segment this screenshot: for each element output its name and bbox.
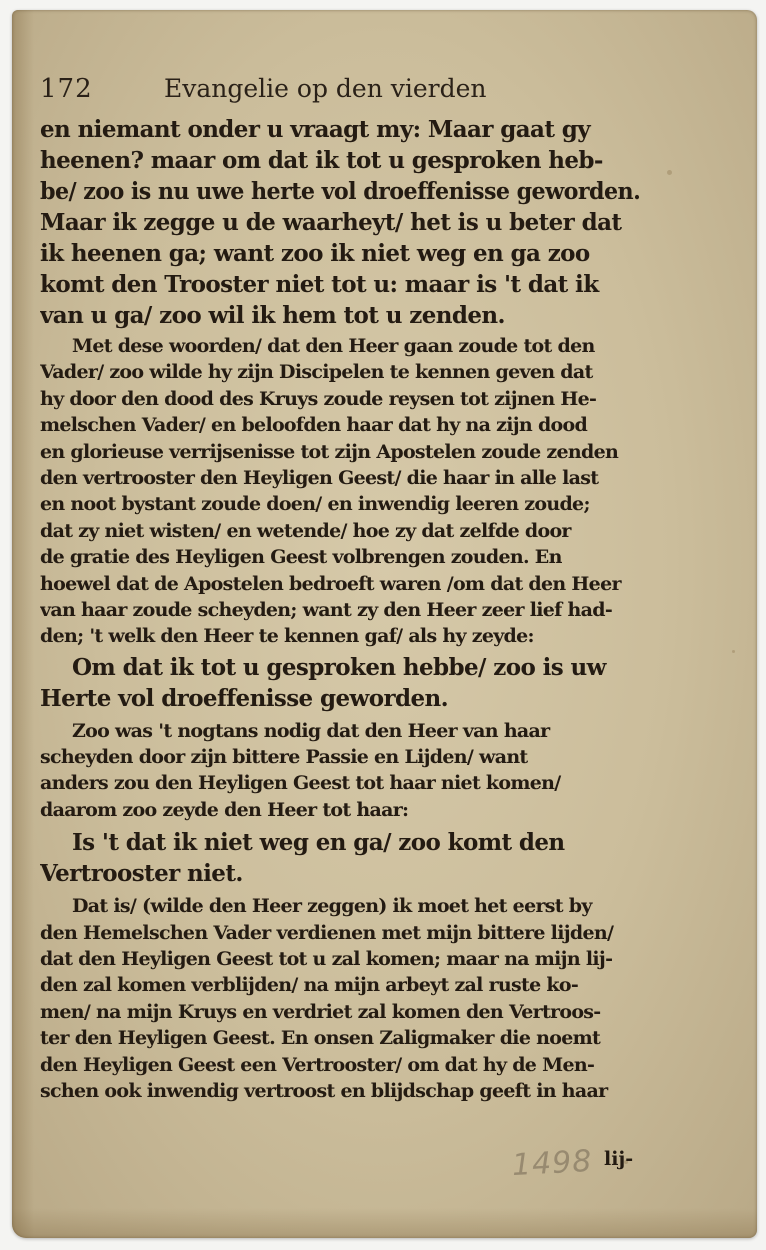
- paper-spot: [732, 650, 735, 653]
- text-line: ter den Heyligen Geest. En onsen Zaligmaker die noemt: [40, 1027, 601, 1050]
- text-line: Maar ik zegge u de waarheyt/ het is u beter dat: [40, 209, 622, 236]
- catchword: lij-: [604, 1148, 634, 1170]
- text-line: hy door den dood des Kruys zoude reysen tot zijnen He-: [40, 387, 597, 410]
- text-line: heenen? maar om dat ik tot u gesproken heb-: [40, 147, 603, 174]
- page-edge-shadow: [12, 10, 34, 1238]
- text-line: den Hemelschen Vader verdienen met mijn bittere lijden/: [40, 921, 614, 944]
- text-line: den; 't welk den Heer te kennen gaf/ als hy zeyde:: [40, 625, 534, 648]
- text-line: hoewel dat de Apostelen bedroeft waren /om dat den Heer: [40, 572, 621, 595]
- text-line: be/ zoo is nu uwe herte vol droeffenisse geworden.: [40, 178, 640, 205]
- text-line: en niemant onder u vraagt my: Maar gaat gy: [40, 116, 591, 143]
- text-line: den zal komen verblijden/ na mijn arbeyt zal ruste ko-: [40, 974, 579, 997]
- text-line: van u ga/ zoo wil ik hem tot u zenden.: [40, 302, 505, 329]
- text-line: ik heenen ga; want zoo ik niet weg en ga zoo: [40, 240, 590, 267]
- text-line: den Heyligen Geest een Vertrooster/ om dat hy de Men-: [40, 1053, 595, 1076]
- text-line: Vader/ zoo wilde hy zijn Discipelen te kennen geven dat: [40, 361, 593, 384]
- running-title: Evangelie op den vierden: [164, 74, 487, 103]
- text-line: scheyden door zijn bittere Passie en Lijden/ want: [40, 746, 528, 769]
- text-line: Dat is/ (wilde den Heer zeggen) ik moet het eerst by: [72, 895, 592, 918]
- text-line: melschen Vader/ en beloofden haar dat hy na zijn dood: [40, 414, 588, 437]
- text-line: dat den Heyligen Geest tot u zal komen; maar na mijn lij-: [40, 948, 613, 971]
- text-line: Herte vol droeffenisse geworden.: [40, 684, 449, 712]
- text-line: van haar zoude scheyden; want zy den Heer zeer lief had-: [40, 598, 613, 621]
- text-line: men/ na mijn Kruys en verdriet zal komen den Vertroos-: [40, 1000, 601, 1023]
- paper-spot: [667, 170, 672, 175]
- text-line: komt den Trooster niet tot u: maar is 't dat ik: [40, 271, 599, 298]
- text-line: Met dese woorden/ dat den Heer gaan zoude tot den: [72, 335, 595, 357]
- text-line: dat zy niet wisten/ en wetende/ hoe zy dat zelfde door: [40, 519, 571, 542]
- text-line: schen ook inwendig vertroost en blijdschap geeft in haar: [40, 1079, 608, 1102]
- text-line: en glorieuse verrijsenisse tot zijn Apostelen zoude zenden: [40, 440, 619, 463]
- text-line: de gratie des Heyligen Geest volbrengen zouden. En: [40, 546, 562, 569]
- text-line: Is 't dat ik niet weg en ga/ zoo komt den: [72, 829, 565, 857]
- text-line: anders zou den Heyligen Geest tot haar niet komen/: [40, 772, 561, 795]
- body-text: [40, 114, 640, 1104]
- text-line: Om dat ik tot u gesproken hebbe/ zoo is uw: [72, 653, 606, 681]
- page-header: [40, 74, 680, 108]
- pencil-annotation: 1498: [511, 1143, 594, 1184]
- text-line: Vertrooster niet.: [40, 860, 243, 888]
- page-bottom-shadow: [12, 1208, 757, 1238]
- text-line: den vertrooster den Heyligen Geest/ die haar in alle last: [40, 466, 599, 489]
- text-line: daarom zoo zeyde den Heer tot haar:: [40, 798, 409, 821]
- text-line: en noot bystant zoude doen/ en inwendig leeren zoude;: [40, 493, 590, 516]
- text-line: Zoo was 't nogtans nodig dat den Heer van haar: [72, 719, 550, 742]
- page-number: 172: [40, 74, 93, 104]
